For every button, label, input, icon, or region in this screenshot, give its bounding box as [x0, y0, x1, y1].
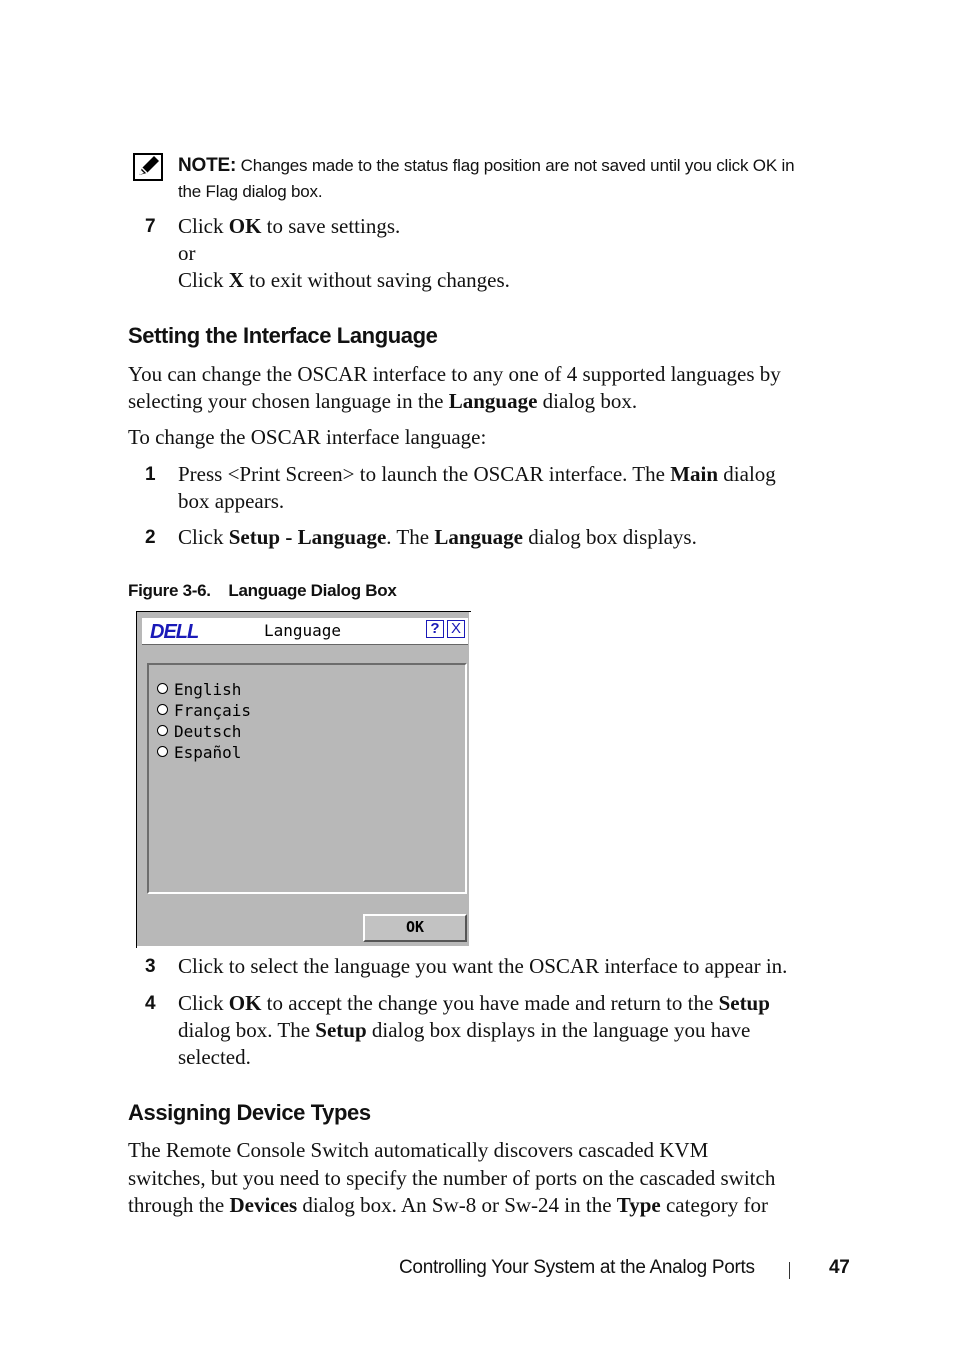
paragraph-line: The Remote Console Switch automatically discovers cascaded KVM — [128, 1138, 709, 1162]
language-list-panel — [147, 663, 467, 894]
step-number: 3 — [145, 956, 156, 977]
language-option-espanol[interactable]: Español — [157, 743, 241, 763]
step-number: 7 — [145, 216, 156, 237]
radio-button-icon[interactable] — [157, 746, 168, 757]
pencil-note-icon — [133, 153, 163, 181]
paragraph-line: To change the OSCAR interface language: — [128, 425, 487, 449]
paragraph-line: through the Devices dialog box. An Sw-8 or Sw-24 in the Type category for — [128, 1193, 769, 1217]
step-2-line: Click Setup - Language. The Language dialog box displays. — [178, 525, 697, 549]
step-4-line-2: dialog box. The Setup dialog box displays in the language you have — [178, 1018, 751, 1042]
section-heading: Setting the Interface Language — [128, 323, 438, 348]
dialog-titlebar — [142, 618, 468, 645]
paragraph-line: switches, but you need to specify the number of ports on the cascaded switch — [128, 1166, 776, 1190]
paragraph-line: selecting your chosen language in the Language dialog box. — [128, 389, 638, 413]
radio-button-icon[interactable] — [157, 683, 168, 694]
section-heading: Assigning Device Types — [128, 1100, 371, 1125]
step-1-line-1: Press <Print Screen> to launch the OSCAR interface. The Main dialog — [178, 462, 776, 486]
close-button[interactable]: X — [447, 620, 465, 638]
help-button[interactable]: ? — [426, 620, 444, 638]
paragraph-line: You can change the OSCAR interface to any one of 4 supported languages by — [128, 362, 781, 386]
step-number: 4 — [145, 993, 156, 1014]
radio-button-icon[interactable] — [157, 704, 168, 715]
step-7-line-2: or — [178, 241, 196, 265]
step-3-line: Click to select the language you want the OSCAR interface to appear in. — [178, 954, 788, 978]
step-4-line-1: Click OK to accept the change you have made and return to the Setup — [178, 991, 770, 1015]
note-text: Changes made to the status flag position are not saved until you click OK in — [240, 156, 795, 175]
step-1-line-2: box appears. — [178, 489, 285, 513]
figure-caption: Figure 3-6. Language Dialog Box — [128, 581, 397, 600]
footer-separator — [789, 1262, 790, 1279]
step-7-line-1: Click OK to save settings. — [178, 214, 401, 238]
note-line-2: the Flag dialog box. — [178, 182, 323, 201]
language-option-english[interactable]: English — [157, 680, 241, 700]
step-number: 1 — [145, 464, 156, 485]
radio-button-icon[interactable] — [157, 725, 168, 736]
dialog-title: Language — [264, 621, 342, 640]
page-number: 47 — [829, 1257, 850, 1278]
note-label: NOTE: — [178, 155, 237, 176]
ok-button[interactable]: OK — [363, 914, 467, 942]
language-dialog — [134, 609, 469, 946]
step-number: 2 — [145, 527, 156, 548]
dell-logo: DELL — [150, 621, 199, 643]
note-line-1 — [178, 153, 794, 178]
language-option-francais[interactable]: Français — [157, 701, 251, 721]
step-7-line-3: Click X to exit without saving changes. — [178, 268, 510, 292]
language-option-deutsch[interactable]: Deutsch — [157, 722, 241, 742]
step-4-line-3: selected. — [178, 1045, 251, 1069]
footer-chapter-title: Controlling Your System at the Analog Ports — [399, 1257, 755, 1278]
